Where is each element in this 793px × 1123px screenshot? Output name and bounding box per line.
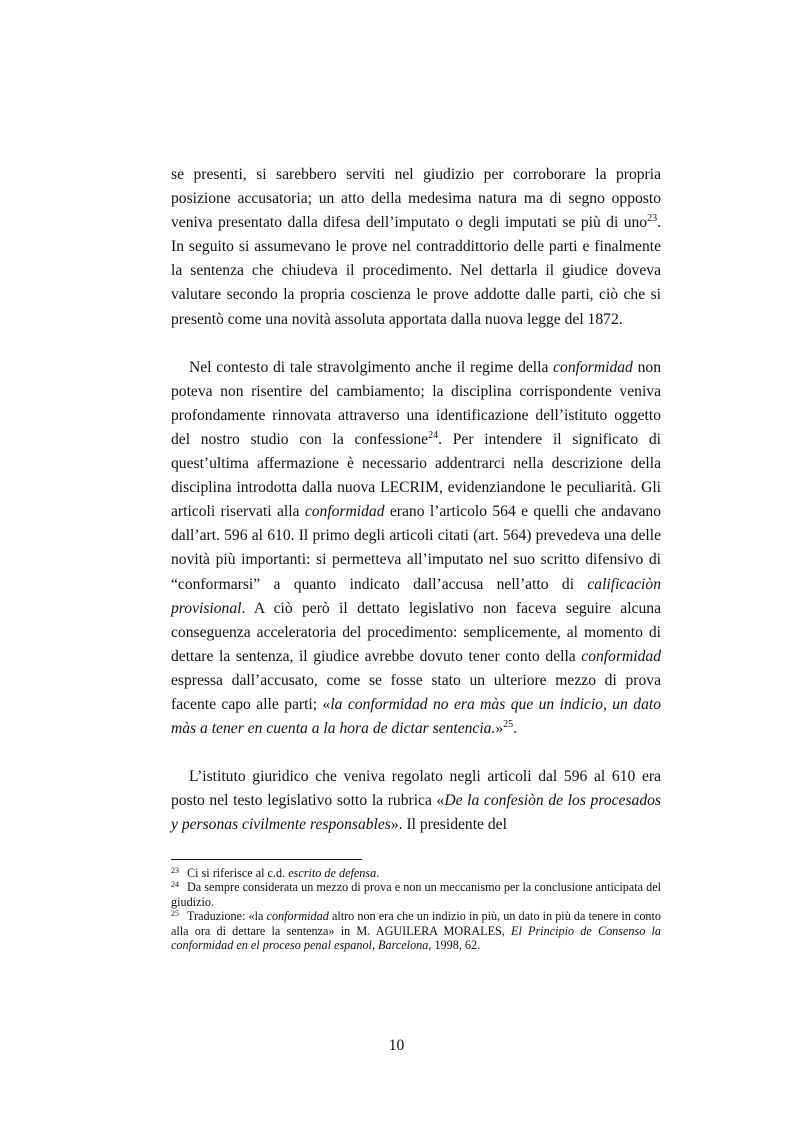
text-run: Da sempre considerata un mezzo di prova e non un meccanismo per la conclusione anticipata del giudizio.	[171, 880, 661, 909]
italic-text: conformidad	[553, 358, 633, 376]
italic-text: conformidad	[304, 503, 385, 521]
text-run: se presenti, si sarebbero serviti nel giudizio per corroborare la propria posizione accusatoria; un atto della medesima natura ma di segno opposto veniva presentato dalla difesa dell’imputato o degli imputati se più di uno	[171, 166, 661, 232]
text-run: , 1998, 62.	[428, 938, 481, 953]
footnote-24	[171, 880, 661, 909]
italic-text: El Principio de Consenso la conformidad en el proceso penal espanol, Barcelona	[171, 923, 662, 953]
text-run: . A ciò però il dettato legislativo non faceva seguire alcuna conseguenza acceleratoria del procedimento: semplicemente, al momento di dettare la sentenza, il giudice avrebbe dovuto tener conto della	[171, 599, 661, 665]
footnote-number: 23	[171, 866, 179, 875]
text-run: Traduzione: «la	[187, 909, 267, 924]
text-run: L’istituto giuridico che veniva regolato negli articoli dal 596 al 610 era posto nel testo legislativo sotto la rubrica «	[171, 768, 661, 810]
paragraph-2	[171, 356, 661, 742]
text-run: altro non era che un indizio in più, un dato in più da tenere in conto alla ora di dettare la sentenza» in M. AGUILERA MORALES,	[171, 909, 662, 938]
italic-text: conformidad	[266, 909, 329, 924]
footnote-ref-25: 25	[503, 719, 514, 731]
text-run: espressa dall’accusato, come se fosse stato un ulteriore mezzo di prova facente capo alle parti; «	[171, 671, 661, 713]
footnote-separator	[171, 859, 362, 860]
footnote-number: 24	[171, 880, 179, 890]
italic-text: calificaciòn provisional	[171, 575, 661, 617]
footnotes	[171, 866, 661, 952]
text-run: erano l’articolo 564 e quelli che andavano dall’art. 596 al 610. Il primo degli articoli citati (art. 564) prevedeva una delle novità più importanti: si permetteva all’imputato nel suo scritto difensivo di “conformarsi” a quanto indicato dall’accusa nell’atto di	[171, 503, 661, 593]
footnote-number: 25	[171, 909, 179, 919]
page-number: 10	[388, 1037, 405, 1054]
text-run: Nel contesto di tale stravolgimento anche il regime della	[189, 358, 554, 376]
text-run: . Per intendere il significato di quest’ultima affermazione è necessario addentrarci nella descrizione della disciplina introdotta dalla nuova LECRIM, evidenziandone le peculiarità. Gli articoli riservati alla	[171, 430, 661, 521]
paragraph-3	[171, 765, 661, 837]
text-run: .	[513, 720, 518, 738]
text-run: non poteva non risentire del cambiamento; la disciplina corrispondente veniva profondamente rinnovata attraverso una identificazione dell’istituto oggetto del nostro studio con la confessione	[171, 358, 661, 448]
text-run: .	[376, 866, 380, 880]
italic-text: conformidad	[581, 647, 661, 665]
italic-text: De la confesiòn de los procesados y personas civilmente responsables	[171, 792, 661, 834]
text-run: ». Il presidente del	[390, 816, 507, 834]
paragraph-1	[171, 163, 661, 332]
italic-text: escrito de defensa	[288, 866, 377, 880]
text-run: »	[495, 720, 504, 738]
italic-text: la conformidad no era màs que un indicio, un dato màs a tener en cuenta a la hora de dictar sentencia.	[171, 695, 661, 738]
text-run: Ci si riferisce al c.d.	[187, 866, 289, 880]
text-run: . In seguito si assumevano le prove nel contraddittorio delle parti e finalmente la sentenza che chiudeva il procedimento. Nel dettarla il giudice doveva valutare secondo la propria coscienza le prove addotte dalle parti, ciò che si presentò come una novità assoluta apportata dalla nuova legge del 1872.	[171, 214, 661, 328]
footnote-ref-23: 23	[647, 213, 658, 225]
body-text	[171, 163, 661, 837]
footnote-23	[171, 866, 661, 880]
footnote-ref-24: 24	[428, 429, 439, 441]
footnote-25	[171, 909, 661, 952]
